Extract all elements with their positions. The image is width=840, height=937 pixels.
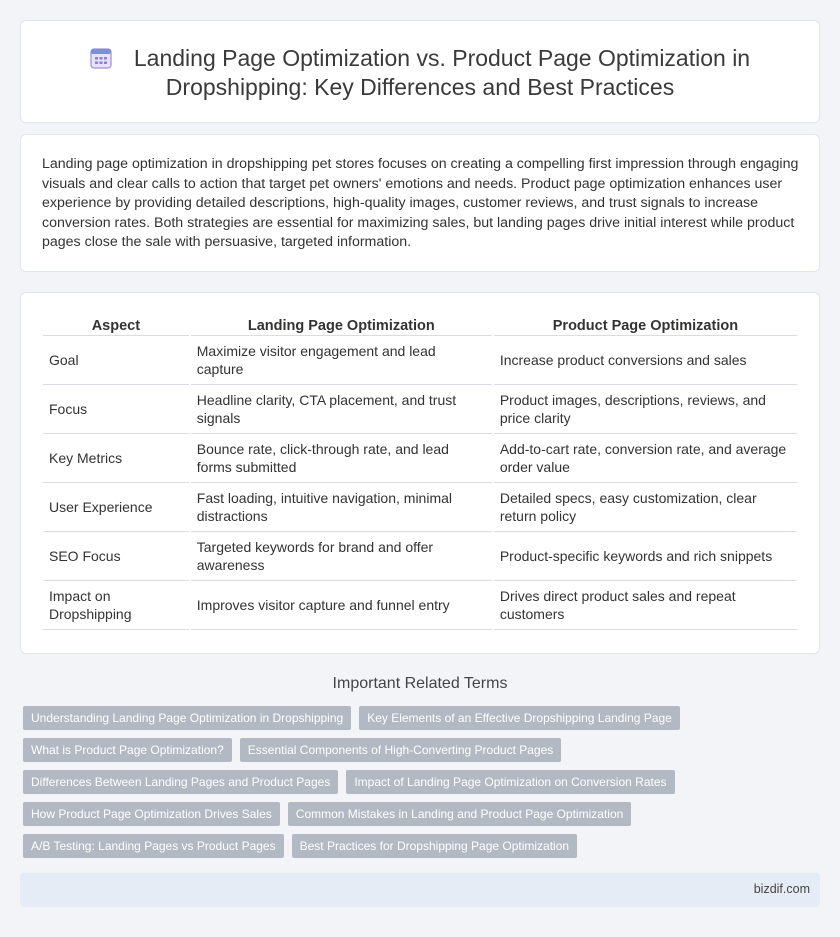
table-row	[43, 532, 797, 581]
row-aspect: User Experience	[43, 483, 189, 532]
row-aspect: Goal	[43, 336, 189, 385]
comparison-table	[41, 317, 799, 630]
row-product: Product-specific keywords and rich snippets	[494, 532, 797, 581]
row-aspect: Impact on Dropshipping	[43, 581, 189, 630]
related-term-tag[interactable]: Common Mistakes in Landing and Product Page Optimization	[288, 802, 632, 826]
row-aspect: Key Metrics	[43, 434, 189, 483]
row-landing: Fast loading, intuitive navigation, minimal distractions	[191, 483, 492, 532]
row-landing: Headline clarity, CTA placement, and trust signals	[191, 385, 492, 434]
tag-row	[23, 770, 703, 794]
related-term-tag[interactable]: Understanding Landing Page Optimization in Dropshipping	[23, 706, 351, 730]
row-product: Product images, descriptions, reviews, and price clarity	[494, 385, 797, 434]
row-product: Drives direct product sales and repeat customers	[494, 581, 797, 630]
table-row	[43, 385, 797, 434]
table-row	[43, 336, 797, 385]
related-term-tag[interactable]: Differences Between Landing Pages and Product Pages	[23, 770, 338, 794]
row-product: Increase product conversions and sales	[494, 336, 797, 385]
intro-paragraph: Landing page optimization in dropshipping pet stores focuses on creating a compelling first impression through engaging visuals and clear calls to action that target pet owners' emotions and needs. Product page optimization enhances user experience by providing detailed descriptions, high-quality images, customer reviews, and trust signals to increase conversion rates. Both strategies are essential for maximizing sales, but landing pages drive initial interest while product pages close the sale with persuasive, targeted information.	[42, 156, 799, 250]
header-aspect: Aspect	[43, 317, 189, 336]
tag-row	[23, 738, 703, 762]
footer-bar	[20, 873, 820, 907]
related-term-tag[interactable]: What is Product Page Optimization?	[23, 738, 232, 762]
title-card	[20, 20, 820, 123]
row-landing: Maximize visitor engagement and lead capture	[191, 336, 492, 385]
table-row	[43, 434, 797, 483]
table-row	[43, 483, 797, 532]
row-product: Detailed specs, easy customization, clear return policy	[494, 483, 797, 532]
page-title	[21, 44, 819, 102]
row-landing: Improves visitor capture and funnel entry	[191, 581, 492, 630]
tag-row	[23, 834, 703, 858]
related-terms-list	[23, 706, 703, 866]
calendar-icon	[90, 47, 112, 69]
header-product: Product Page Optimization	[494, 317, 797, 336]
related-term-tag[interactable]: Essential Components of High-Converting Product Pages	[240, 738, 562, 762]
related-term-tag[interactable]: Impact of Landing Page Optimization on Conversion Rates	[346, 770, 674, 794]
related-terms-heading: Important Related Terms	[332, 675, 508, 692]
related-term-tag[interactable]: Best Practices for Dropshipping Page Optimization	[292, 834, 577, 858]
table-header-row	[43, 317, 797, 336]
row-landing: Bounce rate, click-through rate, and lead forms submitted	[191, 434, 492, 483]
header-landing: Landing Page Optimization	[191, 317, 492, 336]
tag-row	[23, 802, 703, 826]
row-aspect: Focus	[43, 385, 189, 434]
intro-card	[20, 134, 820, 272]
tag-row	[23, 706, 703, 730]
comparison-card	[20, 292, 820, 654]
row-landing: Targeted keywords for brand and offer awareness	[191, 532, 492, 581]
row-aspect: SEO Focus	[43, 532, 189, 581]
related-term-tag[interactable]: A/B Testing: Landing Pages vs Product Pages	[23, 834, 284, 858]
title-line-1: Landing Page Optimization vs. Product Page Optimization in	[133, 45, 751, 71]
footer-site-link[interactable]: bizdif.com	[753, 882, 810, 896]
related-term-tag[interactable]: How Product Page Optimization Drives Sales	[23, 802, 280, 826]
row-product: Add-to-cart rate, conversion rate, and average order value	[494, 434, 797, 483]
table-row	[43, 581, 797, 630]
related-term-tag[interactable]: Key Elements of an Effective Dropshipping Landing Page	[359, 706, 680, 730]
title-line-2: Dropshipping: Key Differences and Best Practices	[165, 74, 675, 100]
